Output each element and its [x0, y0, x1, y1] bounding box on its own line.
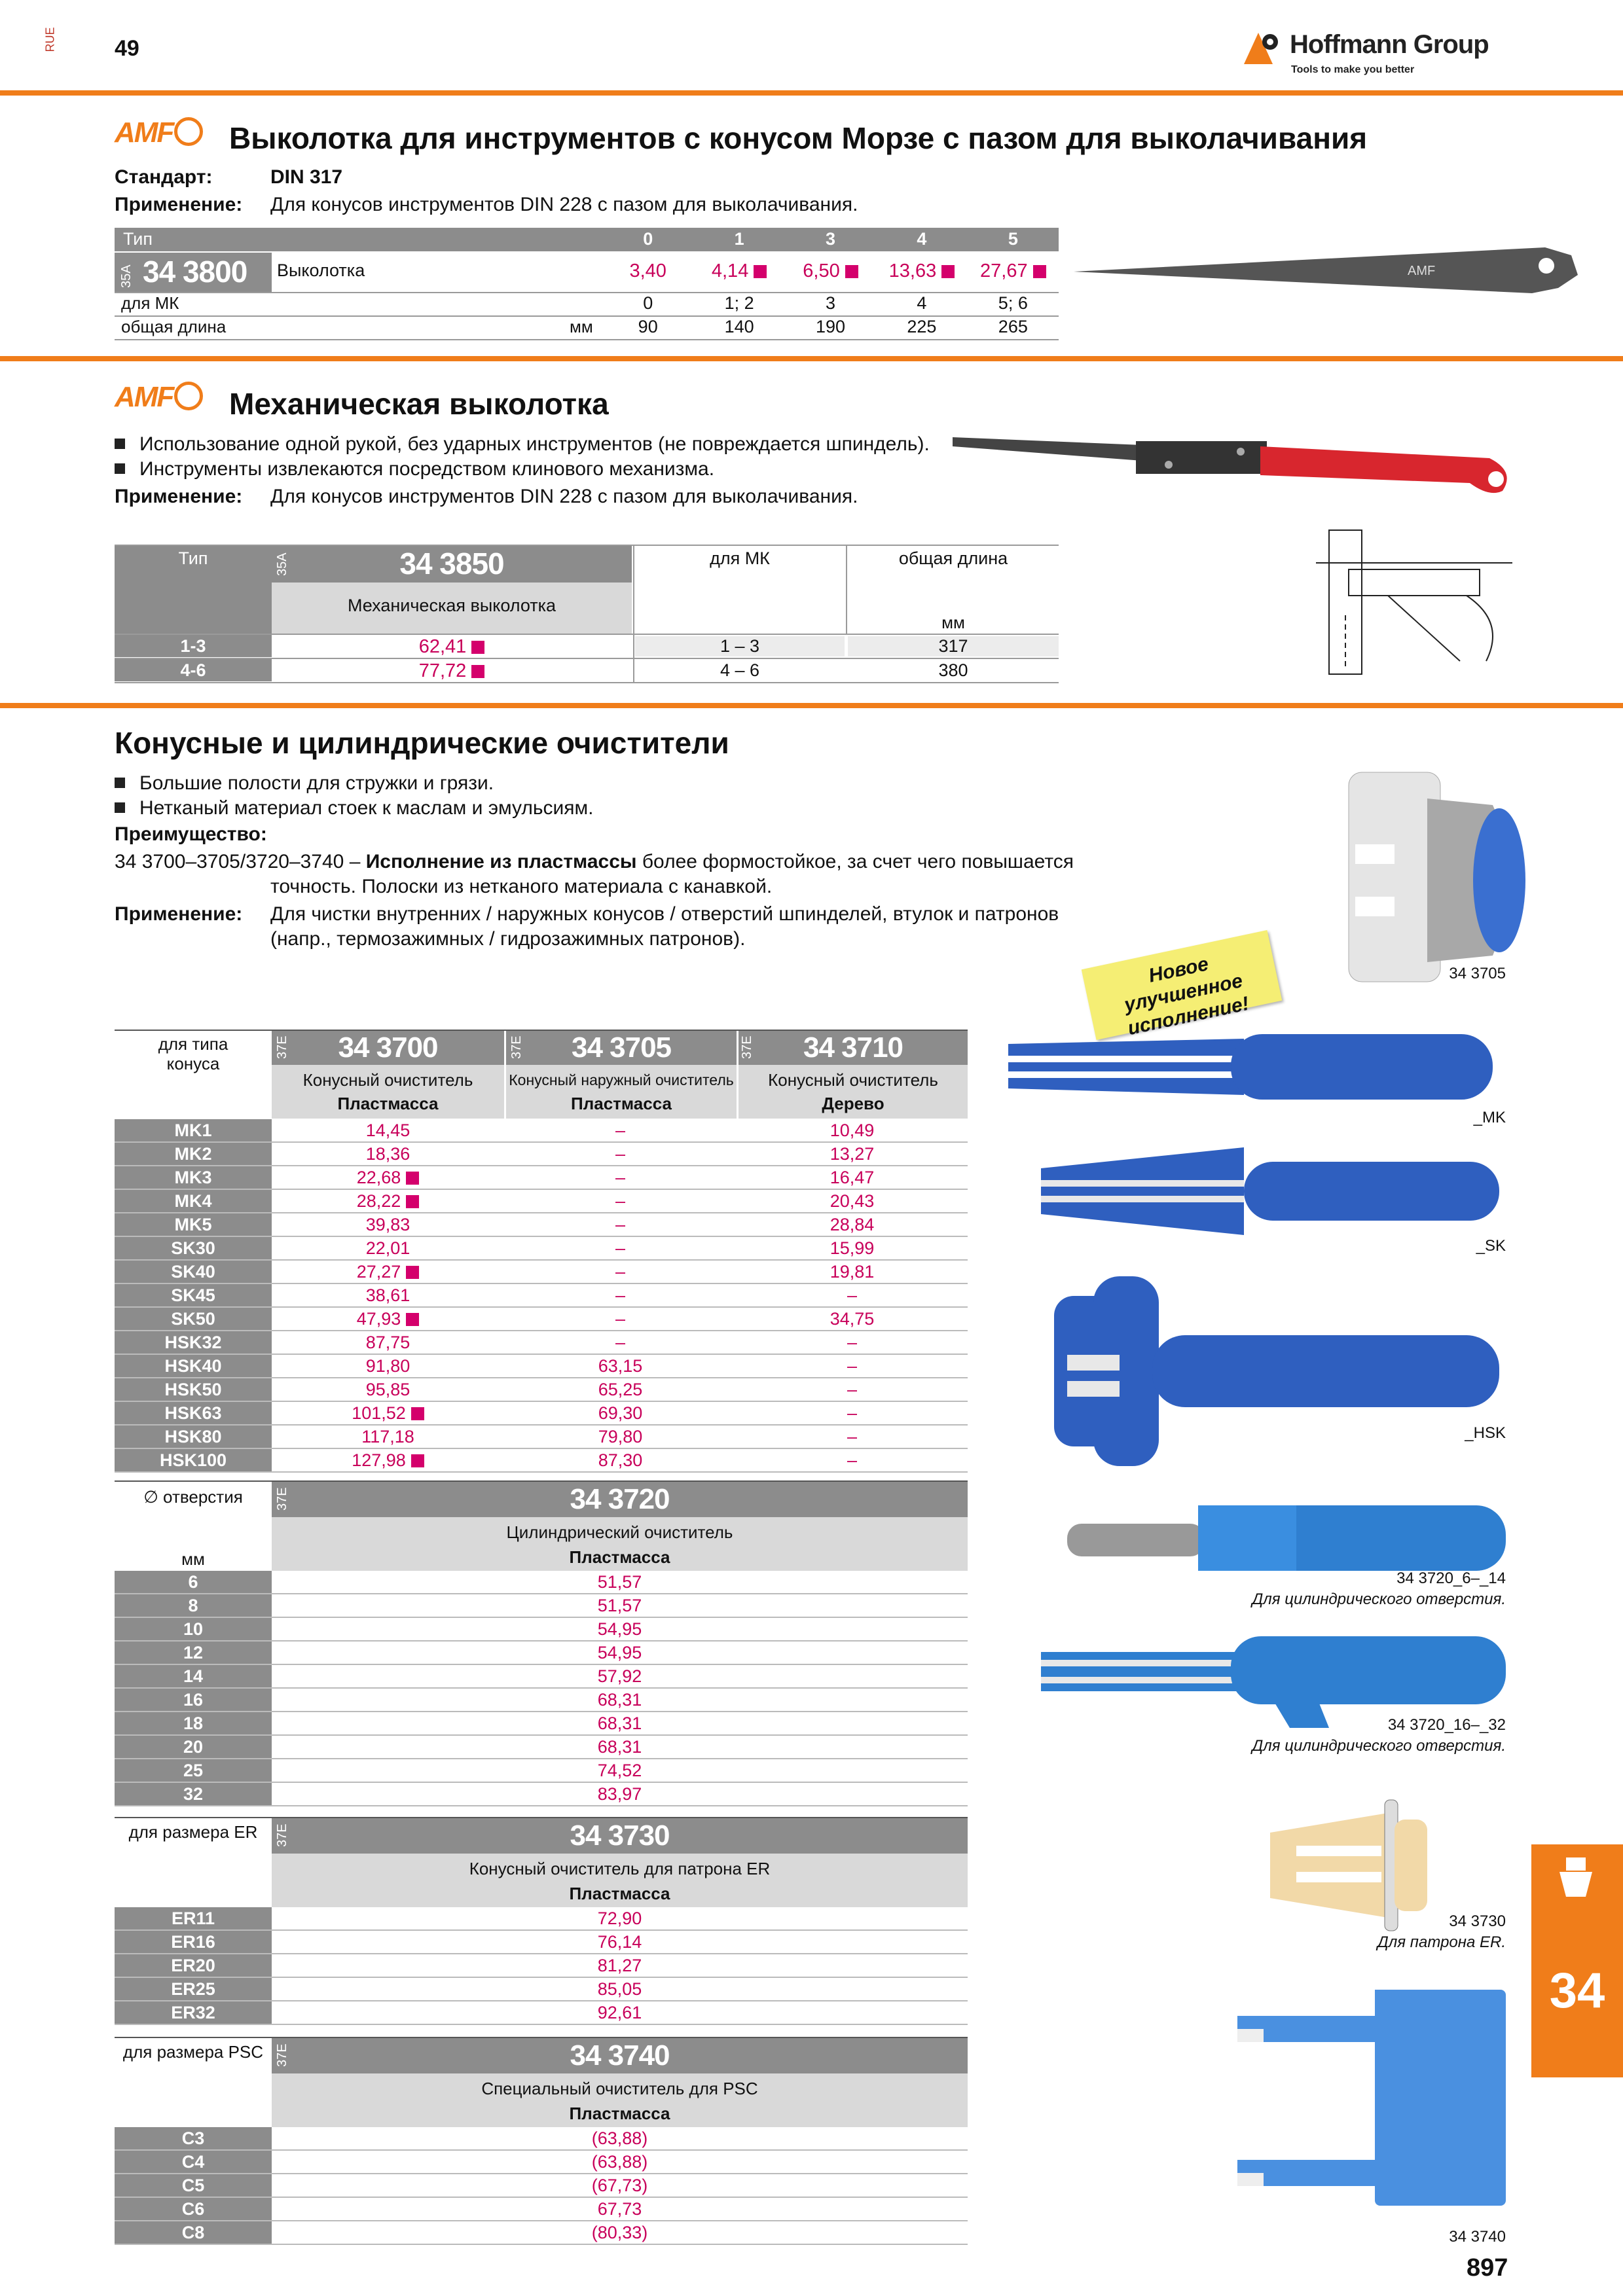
- mechanical-drift-image: [953, 419, 1522, 511]
- table-row: [115, 2174, 968, 2198]
- table-row: [115, 1594, 968, 1618]
- table-row: [115, 2001, 968, 2025]
- s1-type-label: Тип: [123, 229, 153, 249]
- price-cell: –: [847, 1356, 858, 1376]
- table-row: [115, 1261, 968, 1284]
- s2-item: Механическая выколотка: [347, 596, 556, 615]
- t4-code: 34 3740: [570, 2039, 670, 2072]
- cleaner-3720-small-image: [1067, 1499, 1512, 1577]
- table-row: [115, 1237, 968, 1261]
- table-row: [115, 1143, 968, 1166]
- row-type: HSK40: [115, 1355, 272, 1377]
- t1-name-a: Конусный очиститель Пластмасса: [302, 1070, 473, 1113]
- price-cell: –: [615, 1191, 626, 1211]
- table-row: [115, 1308, 968, 1331]
- t1-head: для типа конуса: [158, 1034, 228, 1073]
- s2-bullet-2: Инструменты извлекаются посредством клинового механизма.: [115, 457, 714, 482]
- app-label-1: Применение:: [115, 194, 243, 215]
- price-cell: –: [847, 1380, 858, 1399]
- price-cell: 13,27: [830, 1144, 875, 1164]
- price-cell: –: [615, 1121, 626, 1140]
- t1-name-c: Конусный очиститель Дерево: [768, 1070, 938, 1113]
- table-row: [115, 1166, 968, 1190]
- price-cell: 63,15: [598, 1356, 643, 1376]
- amf-ring-icon: [174, 382, 203, 410]
- std-label: Стандарт:: [115, 166, 213, 188]
- table-row: [115, 1426, 968, 1449]
- s1-type-values: 0 1 3 4 5: [643, 229, 1018, 249]
- price-cell: 51,57: [597, 1596, 642, 1615]
- price-cell: 87,75: [365, 1333, 410, 1352]
- price-cell: 117,18: [361, 1427, 414, 1446]
- s3-bullet-2: Нетканый материал стоек к маслам и эмульсиям.: [115, 796, 593, 821]
- t1-code-c: 34 3710: [803, 1031, 903, 1064]
- price-cell: 39,83: [365, 1215, 410, 1234]
- adv-text: 34 3700–3705/3720–3740 – Исполнение из пластмассы более формостойкое, за счет чего повышается: [115, 851, 1074, 872]
- table-row: [115, 1378, 968, 1402]
- caption-3720a: 34 3720_6–_14: [1396, 1570, 1506, 1587]
- adv-line2: точность. Полоски из нетканого материала с канавкой.: [270, 876, 773, 897]
- table-row: [115, 1783, 968, 1806]
- row-type: ER25: [115, 1978, 272, 2000]
- price-cell: 68,31: [597, 1713, 642, 1733]
- row-type: MK3: [115, 1166, 272, 1189]
- caption-3730-desc: Для патрона ER.: [1377, 1933, 1506, 1951]
- price-cell: 51,57: [597, 1572, 642, 1592]
- region-code: RUE: [43, 27, 57, 52]
- price-cell: 28,22: [272, 1190, 504, 1212]
- price-cell: 22,68: [272, 1166, 504, 1189]
- price-flag-icon: [406, 1313, 419, 1326]
- t2-code: 34 3720: [570, 1483, 670, 1515]
- row-type: HSK32: [115, 1331, 272, 1354]
- s2-len-unit: мм: [941, 613, 965, 632]
- app-label-3: Применение:: [115, 903, 243, 925]
- s1-prices: 3,40 4,14 6,50 13,63 27,67: [602, 260, 1059, 282]
- s1-len: 90 140 190 225 265: [638, 317, 1028, 336]
- price-cell: 91,80: [365, 1356, 410, 1376]
- s2-code: 34 3850: [399, 547, 504, 581]
- table-row: [115, 1665, 968, 1689]
- price-cell: 22,01: [365, 1238, 410, 1258]
- s1-mk-label: для МК: [121, 293, 179, 313]
- price-cell: –: [615, 1144, 626, 1164]
- price-cell: 67,73: [597, 2199, 642, 2219]
- s1-len-label: общая длина: [121, 317, 227, 336]
- caption-3740: 34 3740: [1449, 2228, 1506, 2246]
- t3-head: для размера ER: [128, 1822, 258, 1842]
- s2-row-price: 77,72: [272, 660, 632, 682]
- app-value-2: Для конусов инструментов DIN 228 с пазом для выколачивания.: [270, 486, 858, 507]
- price-cell: 79,80: [598, 1427, 643, 1446]
- cleaner-3740-image: [1237, 1977, 1512, 2212]
- row-type: ER32: [115, 2001, 272, 2024]
- row-type: SK45: [115, 1284, 272, 1306]
- price-cell: (63,88): [591, 2152, 648, 2172]
- row-type: 12: [115, 1641, 272, 1664]
- caption-3730: 34 3730: [1449, 1912, 1506, 1930]
- price-cell: 127,98: [272, 1449, 504, 1471]
- table-row: [115, 1190, 968, 1213]
- row-type: C4: [115, 2151, 272, 2173]
- hoffmann-logo[interactable]: [1244, 30, 1584, 82]
- s2-mk-label: для МК: [710, 548, 770, 568]
- table-row: [115, 1213, 968, 1237]
- t1-code-a: 34 3700: [338, 1031, 438, 1064]
- price-cell: 20,43: [830, 1191, 875, 1211]
- t1-name-b: Конусный наружный очиститель Пластмасса: [509, 1071, 734, 1113]
- row-type: HSK50: [115, 1378, 272, 1401]
- price-cell: –: [847, 1285, 858, 1305]
- table-row: [115, 1618, 968, 1641]
- page-number-top: 49: [115, 36, 139, 61]
- price-cell: 10,49: [830, 1121, 875, 1140]
- s2-len-label: общая длина: [898, 548, 1008, 568]
- row-type: 10: [115, 1618, 272, 1640]
- s1-mk: 0 1; 2 3 4 5; 6: [643, 293, 1028, 313]
- bullet-icon: [115, 463, 125, 474]
- price-cell: 76,14: [597, 1932, 642, 1952]
- table-row: [115, 2127, 968, 2151]
- row-type: 18: [115, 1712, 272, 1734]
- price-flag-icon: [411, 1407, 424, 1420]
- row-type: ER16: [115, 1931, 272, 1953]
- section3-title: Конусные и цилиндрические очистители: [115, 726, 729, 760]
- s2-bullet-1: Использование одной рукой, без ударных инструментов (не повреждается шпиндель).: [115, 432, 930, 457]
- svg-text:AMF: AMF: [1408, 264, 1436, 278]
- table-row: [115, 1119, 968, 1143]
- row-type: SK40: [115, 1261, 272, 1283]
- price-cell: –: [847, 1450, 858, 1470]
- row-type: 20: [115, 1736, 272, 1758]
- bullet-icon: [115, 802, 125, 813]
- caption-3720a-desc: Для цилиндрического отверстия.: [1252, 1590, 1506, 1608]
- table-row: [115, 1759, 968, 1783]
- price-cell: (63,88): [591, 2128, 648, 2148]
- price-cell: –: [615, 1168, 626, 1187]
- row-type: MK1: [115, 1119, 272, 1141]
- table-row: [115, 1571, 968, 1594]
- price-cell: (67,73): [591, 2176, 648, 2195]
- t2-name: Цилиндрический очиститель Пластмасса: [506, 1522, 733, 1567]
- app-value-1: Для конусов инструментов DIN 228 с пазом для выколачивания.: [270, 194, 858, 215]
- t2-unit: мм: [181, 1549, 205, 1569]
- row-type: ER20: [115, 1954, 272, 1977]
- price-cell: 28,84: [830, 1215, 875, 1234]
- price-cell: 19,81: [830, 1262, 875, 1282]
- hoffmann-logo-icon: [1244, 33, 1283, 65]
- row-type: C6: [115, 2198, 272, 2220]
- row-type: 6: [115, 1571, 272, 1593]
- price-cell: 95,85: [365, 1380, 410, 1399]
- row-type: MK4: [115, 1190, 272, 1212]
- price-flag-icon: [411, 1454, 424, 1467]
- table-row: [115, 1736, 968, 1759]
- price-cell: 69,30: [598, 1403, 643, 1423]
- bullet-icon: [115, 439, 125, 449]
- price-cell: –: [615, 1333, 626, 1352]
- row-type: MK5: [115, 1213, 272, 1236]
- app-line1: Для чистки внутренних / наружных конусов / отверстий шпинделей, втулок и патронов: [270, 903, 1059, 925]
- caption-3705: 34 3705: [1449, 965, 1506, 982]
- price-cell: 16,47: [830, 1168, 875, 1187]
- t2-head: ∅ отверстия: [143, 1487, 243, 1507]
- s2-type-label: Тип: [178, 548, 208, 568]
- table-row: [115, 1712, 968, 1736]
- price-flag-icon: [1033, 265, 1046, 278]
- table-row: [115, 1641, 968, 1665]
- row-type: HSK100: [115, 1449, 272, 1471]
- table-row: [115, 1978, 968, 2001]
- caption-hsk: _HSK: [1465, 1424, 1506, 1442]
- table-row: [115, 1931, 968, 1954]
- price-cell: –: [615, 1285, 626, 1305]
- price-cell: –: [847, 1403, 858, 1423]
- row-type: HSK63: [115, 1402, 272, 1424]
- price-cell: 54,95: [597, 1619, 642, 1639]
- s2-row-type: 4-6: [115, 659, 272, 681]
- brand-name: Hoffmann Group: [1290, 30, 1489, 59]
- section2-title: Механическая выколотка: [229, 387, 609, 421]
- row-type: SK30: [115, 1237, 272, 1259]
- s2-row-price: 62,41: [272, 636, 632, 658]
- price-cell: –: [615, 1215, 626, 1234]
- app-label-2: Применение:: [115, 486, 243, 507]
- header-rule: [0, 90, 1623, 96]
- row-type: 16: [115, 1689, 272, 1711]
- price-cell: –: [615, 1262, 626, 1282]
- price-cell: 47,93: [272, 1308, 504, 1330]
- price-flag-icon: [406, 1195, 419, 1208]
- price-cell: 81,27: [597, 1956, 642, 1975]
- price-flag-icon: [471, 665, 484, 678]
- cleaner-sk-image: [1041, 1142, 1512, 1240]
- row-type: ER11: [115, 1907, 272, 1929]
- s2-code-prefix: 35A: [275, 552, 289, 576]
- price-cell: 57,92: [597, 1666, 642, 1686]
- price-cell: 74,52: [597, 1761, 642, 1780]
- std-value: DIN 317: [270, 166, 343, 188]
- s1-code-prefix: 35A: [119, 264, 134, 288]
- price-cell: 27,27: [272, 1261, 504, 1283]
- row-type: C8: [115, 2221, 272, 2244]
- t1-prefix: 37E: [275, 1035, 289, 1059]
- row-type: 14: [115, 1665, 272, 1687]
- price-cell: –: [615, 1238, 626, 1258]
- price-cell: 68,31: [597, 1690, 642, 1710]
- s1-item: Выколотка: [277, 260, 365, 280]
- row-type: 8: [115, 1594, 272, 1617]
- table-row: [115, 2221, 968, 2245]
- s2-row-len: 317: [848, 636, 1059, 656]
- s2-row-len: 380: [938, 660, 968, 680]
- price-flag-icon: [471, 641, 484, 654]
- row-type: MK2: [115, 1143, 272, 1165]
- section1-title: Выколотка для инструментов с конусом Морзе с пазом для выколачивания: [229, 121, 1368, 155]
- price-cell: 85,05: [597, 1979, 642, 1999]
- cleaner-3705-image: [1336, 766, 1532, 988]
- brand-slogan: Tools to make you better: [1291, 64, 1415, 75]
- caption-mk: _MK: [1473, 1109, 1506, 1126]
- t4-name: Специальный очиститель для PSC Пластмасса: [481, 2079, 758, 2123]
- caption-3720b: 34 3720_16–_32: [1387, 1716, 1506, 1734]
- price-cell: 72,90: [597, 1909, 642, 1928]
- price-cell: 34,75: [830, 1309, 875, 1329]
- t4-head: для размера PSC: [122, 2042, 264, 2062]
- caption-sk: _SK: [1476, 1237, 1506, 1255]
- price-flag-icon: [406, 1172, 419, 1185]
- price-cell: 38,61: [365, 1285, 410, 1305]
- price-cell: 101,52: [272, 1402, 504, 1424]
- table-row: [115, 1907, 968, 1931]
- t3-prefix: 37E: [275, 1823, 289, 1847]
- t3-code: 34 3730: [570, 1820, 670, 1852]
- app-line2: (напр., термозажимных / гидрозажимных патронов).: [270, 928, 746, 950]
- row-type: C3: [115, 2127, 272, 2149]
- price-cell: 87,30: [598, 1450, 643, 1470]
- price-cell: 18,36: [365, 1144, 410, 1164]
- price-flag-icon: [845, 265, 858, 278]
- table-row: [115, 1402, 968, 1426]
- table-row: [115, 2151, 968, 2174]
- t4-prefix: 37E: [275, 2043, 289, 2067]
- s2-row-type: 1-3: [115, 635, 272, 657]
- s1-len-unit: мм: [570, 317, 593, 336]
- table-row: [115, 1689, 968, 1712]
- section-rule-1: [0, 356, 1623, 361]
- table-row: [115, 1449, 968, 1473]
- price-cell: 92,61: [597, 2003, 642, 2022]
- row-type: SK50: [115, 1308, 272, 1330]
- table-row: [115, 1331, 968, 1355]
- s3-bullet-1: Большие полости для стружки и грязи.: [115, 771, 494, 796]
- s2-row-mk: 4 – 6: [720, 660, 760, 680]
- price-cell: (80,33): [591, 2223, 648, 2242]
- row-type: HSK80: [115, 1426, 272, 1448]
- price-cell: –: [847, 1427, 858, 1446]
- table-row: [115, 1954, 968, 1978]
- chapter-tab[interactable]: [1531, 1844, 1623, 2077]
- row-type: 32: [115, 1783, 272, 1805]
- amf-ring-icon: [174, 117, 203, 146]
- chapter-number: 34: [1549, 1963, 1605, 2018]
- drift-image: [1074, 236, 1584, 308]
- t3-name: Конусный очиститель для патрона ER Пластмасса: [469, 1859, 771, 1903]
- bullet-icon: [115, 778, 125, 788]
- row-type: 25: [115, 1759, 272, 1782]
- price-cell: 54,95: [597, 1643, 642, 1662]
- amf-logo-2: AMF: [115, 381, 203, 414]
- amf-logo: AMF: [115, 117, 203, 149]
- price-cell: 68,31: [597, 1737, 642, 1757]
- tool-holder-icon: [1556, 1857, 1596, 1903]
- table-row: [115, 1355, 968, 1378]
- cleaner-mk-image: [1008, 1031, 1506, 1103]
- price-cell: –: [847, 1333, 858, 1352]
- mechanism-diagram: [1316, 524, 1532, 681]
- row-type: C5: [115, 2174, 272, 2197]
- price-cell: 15,99: [830, 1238, 875, 1258]
- s2-row-mk: 1 – 3: [635, 636, 845, 656]
- t1-prefix: 37E: [509, 1035, 524, 1059]
- t1-code-b: 34 3705: [571, 1031, 672, 1064]
- price-cell: –: [615, 1309, 626, 1329]
- page-number-bottom: 897: [1467, 2254, 1508, 2282]
- new-sticker: Новое улучшенное исполнение!: [1082, 930, 1283, 1040]
- price-cell: 14,45: [365, 1121, 410, 1140]
- adv-label: Преимущество:: [115, 823, 267, 845]
- section-rule-2: [0, 703, 1623, 708]
- table-row: [115, 1284, 968, 1308]
- price-flag-icon: [754, 265, 767, 278]
- price-cell: 83,97: [597, 1784, 642, 1804]
- price-cell: 65,25: [598, 1380, 643, 1399]
- caption-3720b-desc: Для цилиндрического отверстия.: [1252, 1737, 1506, 1755]
- price-flag-icon: [406, 1266, 419, 1279]
- t2-prefix: 37E: [275, 1487, 289, 1511]
- price-flag-icon: [941, 265, 955, 278]
- table-row: [115, 2198, 968, 2221]
- t1-prefix: 37E: [740, 1035, 754, 1059]
- s1-code: 34 3800: [143, 255, 247, 289]
